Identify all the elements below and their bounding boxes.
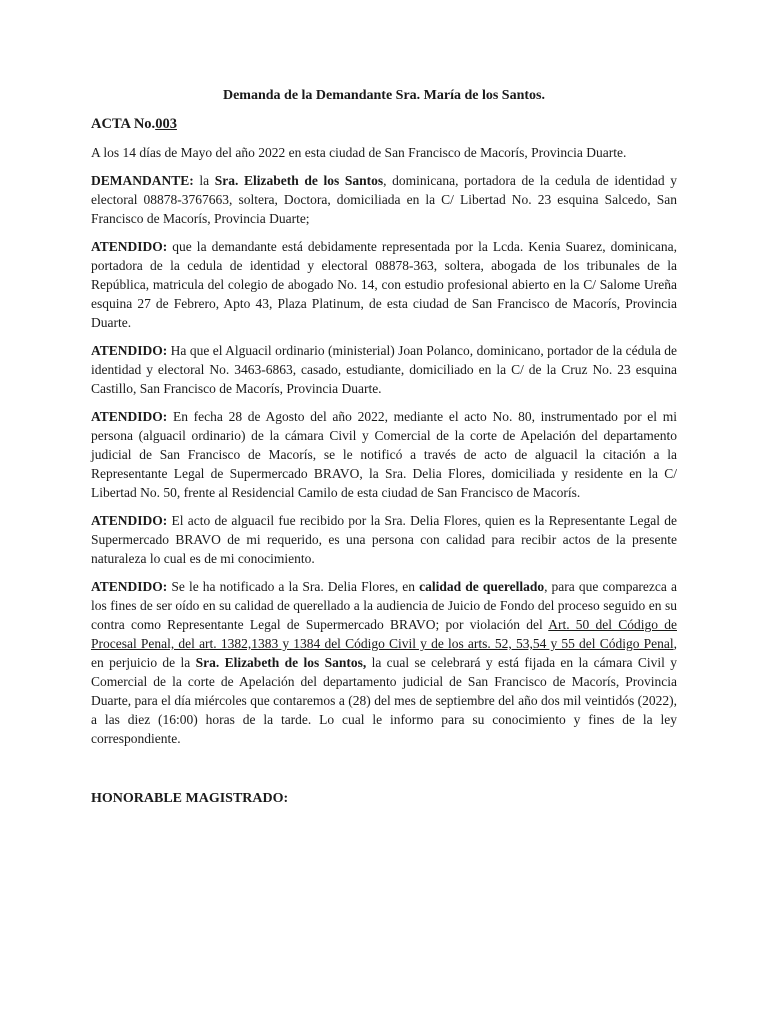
querellado-emphasis: calidad de querellado <box>419 579 545 594</box>
atendido-paragraph-3 <box>91 407 677 502</box>
intro-paragraph: A los 14 días de Mayo del año 2022 en esta ciudad de San Francisco de Macorís, Provincia Duarte. <box>91 145 627 160</box>
document-title: Demanda de la Demandante Sra. María de los Santos. <box>222 88 545 103</box>
atendido-text: El acto de alguacil fue recibido por la Sra. Delia Flores, quien es la Representante Legal de Supermercado BRAVO de mi requerido, es una persona con calidad para recibir actos de la presente naturaleza lo cual es de mi conocimiento. <box>91 513 677 566</box>
atendido-label: ATENDIDO: <box>91 239 168 254</box>
demandante-name-emphasis: Sra. Elizabeth de los Santos, <box>195 655 367 670</box>
atendido-paragraph-2 <box>91 341 677 398</box>
demandante-paragraph <box>91 171 677 228</box>
demandante-label: DEMANDANTE: <box>91 173 194 188</box>
demandante-text: , dominicana, portadora de la cedula de identidad y electoral 08878-3767663, soltera, Doctora, domiciliada en la C/ Libertad No. 23 esquina Salcedo, San Francisco de Macorís, Provincia Duarte; <box>91 173 677 226</box>
acta-prefix: ACTA No. <box>91 116 156 132</box>
acta-number <box>91 115 677 134</box>
atendido-label: ATENDIDO: <box>91 409 168 424</box>
atendido-paragraph-4 <box>91 511 677 568</box>
atendido-paragraph-5 <box>91 577 677 748</box>
atendido-label: ATENDIDO: <box>91 513 168 528</box>
atendido-text: Se le ha notificado a la Sra. Delia Flores, en <box>167 579 420 594</box>
atendido-text: , en perjuicio de la <box>91 636 677 670</box>
atendido-text: la cual se celebrará y está fijada en la cámara Civil y Comercial de la corte de Apelación del departamento judicial de San Francisco de Macorís, Provincia Duarte, para el día miércoles que contaremos a (28) del mes de septiembre del año dos mil veintidós (2022), a las diez (16:00) horas de la tarde. Lo cual le informo para su conocimiento y fines de la ley correspondiente. <box>91 655 677 746</box>
atendido-label: ATENDIDO: <box>91 579 168 594</box>
legal-articles-reference: Art. 50 del Código de Procesal Penal, del art. 1382,1383 y 1384 del Código Civil y de los arts. 52, 53,54 y 55 del Código Penal <box>91 617 677 651</box>
demandante-name: Sra. Elizabeth de los Santos <box>214 173 384 188</box>
demandante-pre: la <box>193 173 215 188</box>
atendido-text: , para que comparezca a los fines de ser oído en su calidad de querellado a la audiencia de Juicio de Fondo del proceso seguido en su contra como Representante Legal de Supermercado BRAVO; por violación del <box>91 579 677 632</box>
acta-number-value: 003 <box>155 116 177 132</box>
closing-salutation: HONORABLE MAGISTRADO: <box>91 791 289 806</box>
atendido-text: Ha que el Alguacil ordinario (ministerial) Joan Polanco, dominicano, portador de la cédula de identidad y electoral No. 3463-6863, casado, estudiante, domiciliado en la C/ de la Cruz No. 23 esquina Castillo, San Francisco de Macorís, Provincia Duarte. <box>91 343 677 396</box>
atendido-text: que la demandante está debidamente representada por la Lcda. Kenia Suarez, dominicana, portadora de la cedula de identidad y electoral 08878-363, soltera, abogada de los tribunales de la República, matricula del colegio de abogado No. 14, con estudio profesional abierto en la C/ Salome Ureña esquina 27 de Febrero, Apto 43, Plaza Platinum, de esta ciudad de San Francisco de Macorís, Provincia Duarte. <box>91 239 677 330</box>
atendido-text: En fecha 28 de Agosto del año 2022, mediante el acto No. 80, instrumentado por el mi persona (alguacil ordinario) de la cámara Civil y Comercial de la corte de Apelación del departamento judicial de San Francisco de Macorís, se le notificó a través de acto de alguacil la citación a la Representante Legal de Supermercado BRAVO, la Sra. Delia Flores, domiciliada y residente en la C/ Libertad No. 50, frente al Residencial Camilo de esta ciudad de San Francisco de Macorís. <box>91 409 677 500</box>
atendido-paragraph-1 <box>91 237 677 332</box>
atendido-label: ATENDIDO: <box>91 343 168 358</box>
